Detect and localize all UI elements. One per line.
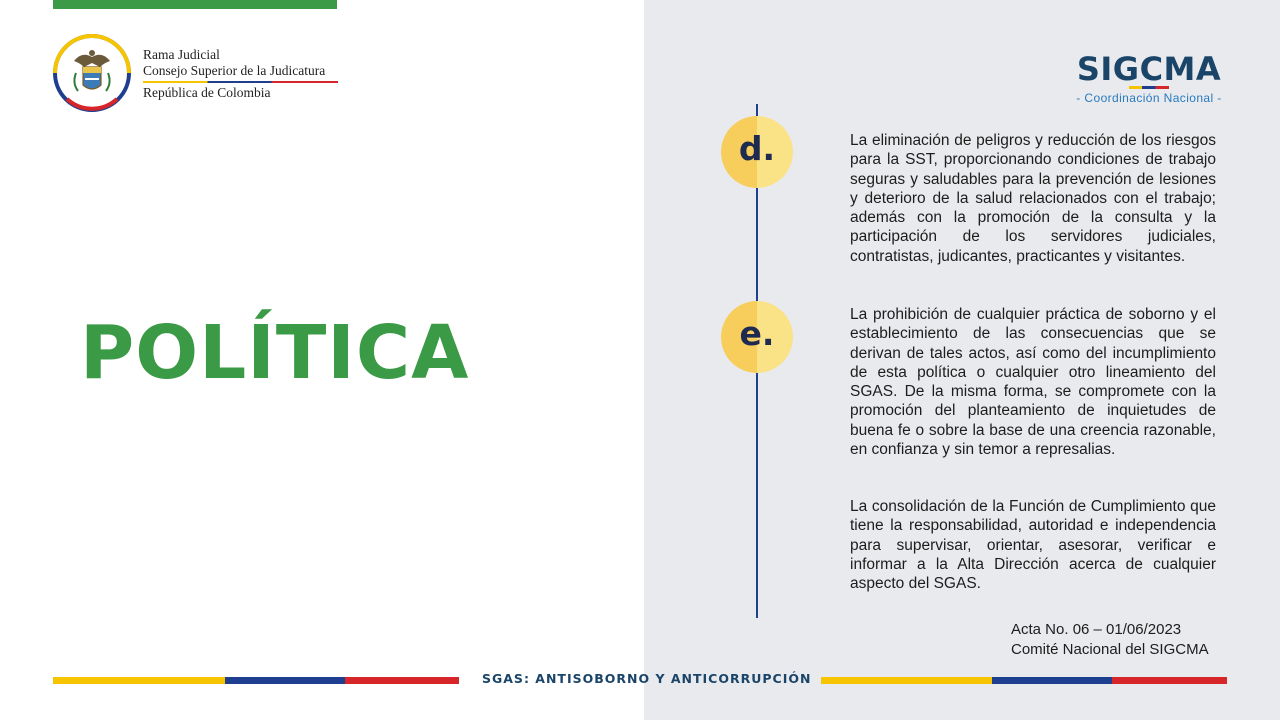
acta-reference (1011, 620, 1209, 660)
entity-line-1: Rama Judicial (143, 47, 220, 62)
entity-line-2: Consejo Superior de la Judicatura (143, 63, 326, 78)
item-text-d: La eliminación de peligros y reducción de los riesgos para la SST, proporcionando condiciones de trabajo seguras y saludables para la prevención de lesiones y deterioro de la salud relacionados con el trabajo; además con la promoción de la consulta y la participación de los servidores judiciales, contratistas, judicantes, practicantes y visitantes. (850, 132, 1216, 265)
acta-line-1: Acta No. 06 – 01/06/2023 (1011, 621, 1182, 638)
footer-bar-red-right (1112, 677, 1227, 684)
acta-line-2: Comité Nacional del SIGCMA (1011, 641, 1209, 658)
footer-bar-yellow-right (821, 677, 992, 684)
coat-of-arms-icon (52, 33, 132, 113)
footer-bar-blue-left (225, 677, 345, 684)
item-marker-d: d. (721, 116, 793, 188)
item-text-f: La consolidación de la Función de Cumplimiento que tiene la responsabilidad, autoridad e independencia para supervisar, orientar, asesorar, verificar e informar a la Alta Dirección acerca de cualquier aspecto del SGAS. (850, 498, 1216, 593)
page-title: POLÍTICA (80, 310, 470, 396)
footer-bar-blue-right (992, 677, 1112, 684)
item-text-e: La prohibición de cualquier práctica de soborno y el establecimiento de las consecuencias que se derivan de tales actos, así como del incumplimiento de esta política o cualquier otro lineamiento del SGAS. De la misma forma, se compromete con la promoción del planteamiento de inquietudes de buena fe o sobre la base de una creencia razonable, en confianza y sin temor a represalias. (850, 306, 1216, 459)
sigcma-wordmark: SIGCMA (1076, 50, 1222, 88)
footer-label: SGAS: ANTISOBORNO Y ANTICORRUPCIÓN (482, 671, 812, 686)
tricolor-rule (143, 81, 338, 83)
sigcma-subtitle: - Coordinación Nacional - (1076, 91, 1222, 105)
sigcma-logo (1068, 50, 1230, 105)
entity-name-block (143, 47, 338, 101)
footer-bar-red-left (345, 677, 459, 684)
entity-line-3: República de Colombia (143, 85, 271, 100)
footer-bar-yellow-left (53, 677, 225, 684)
top-accent-bar (53, 0, 337, 9)
item-marker-e: e. (721, 301, 793, 373)
